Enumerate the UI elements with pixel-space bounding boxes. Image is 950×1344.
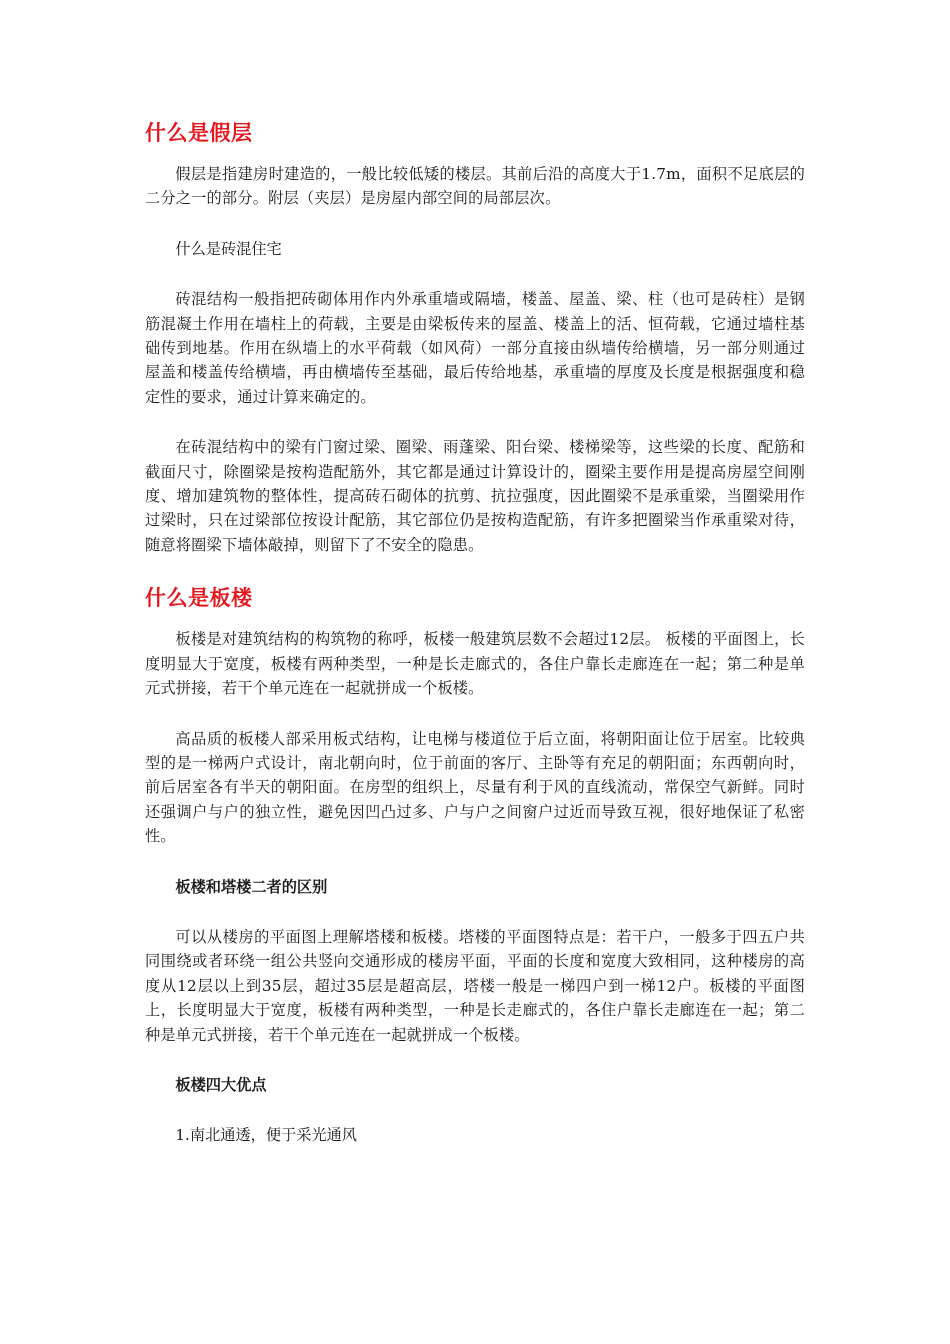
paragraph-brick-concrete-structure: 砖混结构一般指把砖砌体用作内外承重墙或隔墙，楼盖、屋盖、梁、柱（也可是砖柱）是钢筋混凝土作用在墙柱上的荷载，主要是由梁板传来的屋盖、楼盖上的活、恒荷载，它通过墙柱基础传到地基。作用在纵墙上的水平荷载（如风荷）一部分直接由纵墙传给横墙，另一部分则通过屋盖和楼盖传给横墙，再由横墙传至基础，最后传给地基，承重墙的厚度及长度是根据强度和稳定性的要求，通过计算来确定的。 xyxy=(145,290,805,406)
list-item-advantage-1: 1.南北通透，便于采光通风 xyxy=(175,1126,357,1145)
subheading-brick-concrete: 什么是砖混住宅 xyxy=(175,239,282,258)
paragraph-slab-quality: 高品质的板楼人部采用板式结构，让电梯与楼道位于后立面，将朝阳面让位于居室。比较典型的是一梯两户式设计，南北朝向时，位于前面的客厅、主卧等有充足的朝阳面；东西朝向时，前后居室各有半天的朝阳面。在房型的组织上，尽量有利于风的直线流动，常保空气新鲜。同时还强调户与户的独立性，避免因凹凸过多、户与户之间窗户过近而导致互视，很好地保证了私密性。 xyxy=(145,729,805,846)
document-content xyxy=(145,118,805,1174)
subheading-four-advantages: 板楼四大优点 xyxy=(175,1075,267,1094)
heading-slab-building: 什么是板楼 xyxy=(145,586,253,611)
paragraph-slab-vs-tower: 可以从楼房的平面图上理解塔楼和板楼。塔楼的平面图特点是：若干户，一般多于四五户共同围绕或者环绕一组公共竖向交通形成的楼房平面，平面的长度和宽度大致相同，这种楼房的高度从12层以上到35层，超过35层是超高层，塔楼一般是一梯四户到一梯12户。板楼的平面图上，长度明显大于宽度，板楼有两种类型，一种是长走廊式的，各住户靠长走廊连在一起；第二种是单元式拼接，若干个单元连在一起就拼成一个板楼。 xyxy=(145,927,805,1044)
subheading-slab-vs-tower: 板楼和塔楼二者的区别 xyxy=(175,877,328,896)
paragraph-slab-definition: 板楼是对建筑结构的构筑物的称呼，板楼一般建筑层数不会超过12层。 板楼的平面图上，长度明显大于宽度，板楼有两种类型，一种是长走廊式的，各住户靠长走廊连在一起；第二种是单元式拼接，若干个单元连在一起就拼成一个板楼。 xyxy=(145,630,805,698)
paragraph-false-floor: 假层是指建房时建造的，一般比较低矮的楼层。其前后沿的高度大于1.7m，面积不足底层的二分之一的部分。附层（夹层）是房屋内部空间的局部层次。 xyxy=(145,165,805,208)
heading-false-floor: 什么是假层 xyxy=(145,121,253,145)
paragraph-beams: 在砖混结构中的梁有门窗过梁、圈梁、雨蓬梁、阳台梁、楼梯梁等，这些梁的长度、配筋和截面尺寸，除圈梁是按构造配筋外，其它都是通过计算设计的，圈梁主要作用是提高房屋空间刚度、增加建筑物的整体性，提高砖石砌体的抗剪、抗拉强度，因此圈梁不是承重梁，当圈梁用作过梁时，只在过梁部位按设计配筋，其它部位仍是按构造配筋，有许多把圈梁当作承重梁对待，随意将圈梁下墙体敲掉，则留下了不安全的隐患。 xyxy=(145,438,805,554)
